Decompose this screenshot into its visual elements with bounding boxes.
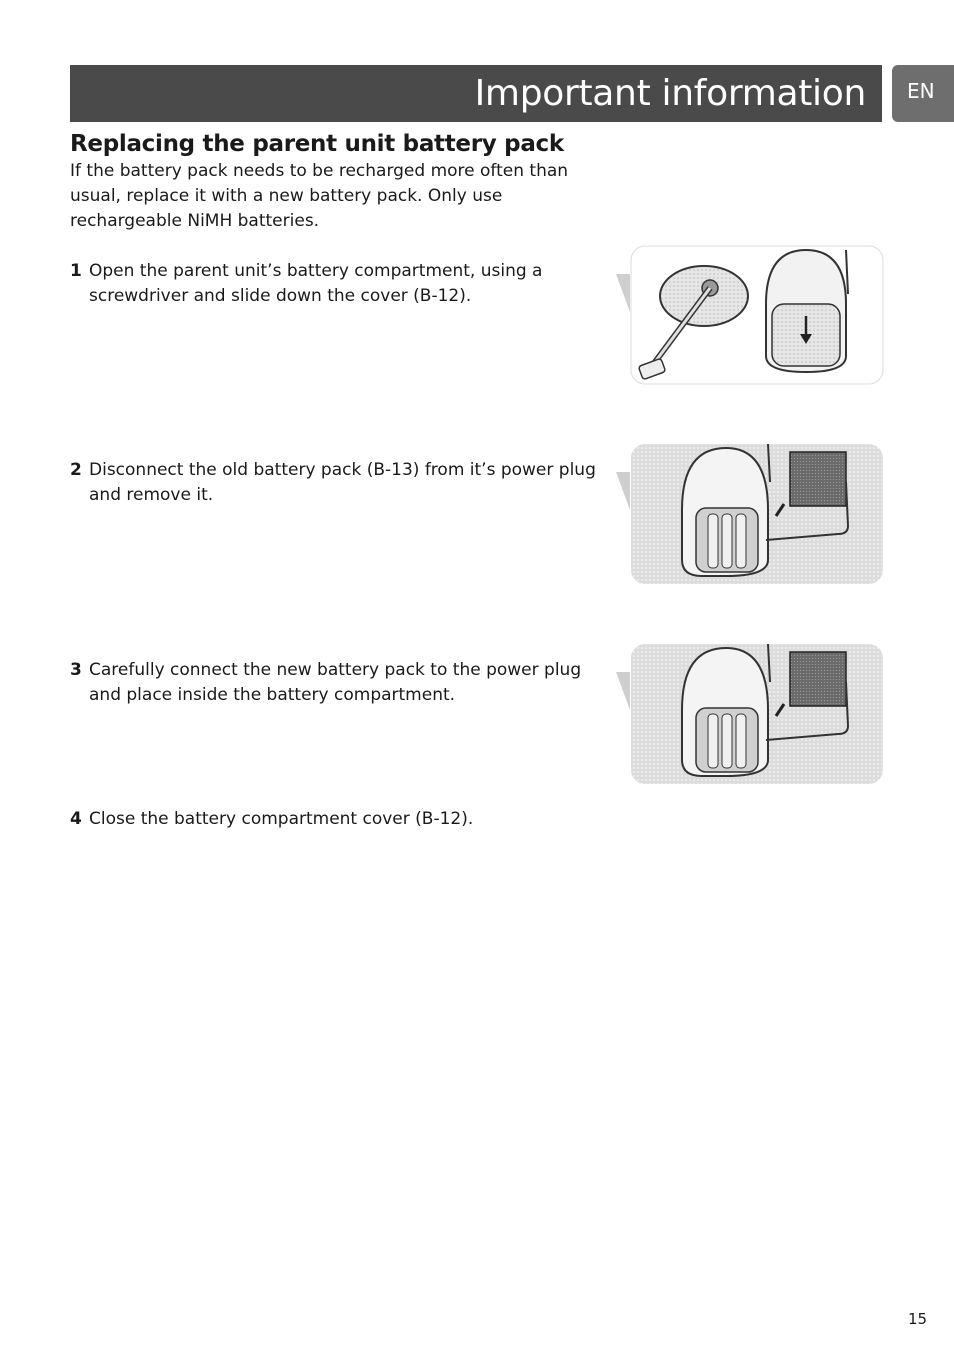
page-number: 15	[908, 1310, 928, 1328]
step-4	[70, 807, 610, 832]
screwdriver-open-cover-illustration	[616, 244, 886, 392]
step-number: 2	[70, 460, 82, 480]
step-text: Carefully connect the new battery pack to the power plug and place inside the battery compartment.	[89, 660, 582, 705]
section-intro: If the battery pack needs to be recharged more often than usual, replace it with a new battery pack. Only use rechargeable NiMH batteries.	[70, 161, 569, 231]
disconnect-battery-illustration	[616, 442, 886, 590]
language-tab	[892, 65, 954, 122]
step-3	[70, 658, 610, 708]
page-header-title: Important information	[474, 73, 866, 114]
step-text: Open the parent unit’s battery compartment, using a screwdriver and slide down the cover (B-12).	[89, 261, 543, 306]
step-1	[70, 259, 610, 309]
step-2	[70, 458, 610, 508]
section-title: Replacing the parent unit battery pack	[70, 131, 564, 157]
header-bar	[70, 65, 882, 122]
step-number: 1	[70, 261, 82, 281]
step-text: Disconnect the old battery pack (B-13) from it’s power plug and remove it.	[89, 460, 596, 505]
connect-battery-illustration	[616, 642, 886, 790]
step-text: Close the battery compartment cover (B-12).	[89, 809, 474, 829]
step-number: 3	[70, 660, 82, 680]
language-tab-label: EN	[907, 79, 935, 103]
step-number: 4	[70, 809, 82, 829]
